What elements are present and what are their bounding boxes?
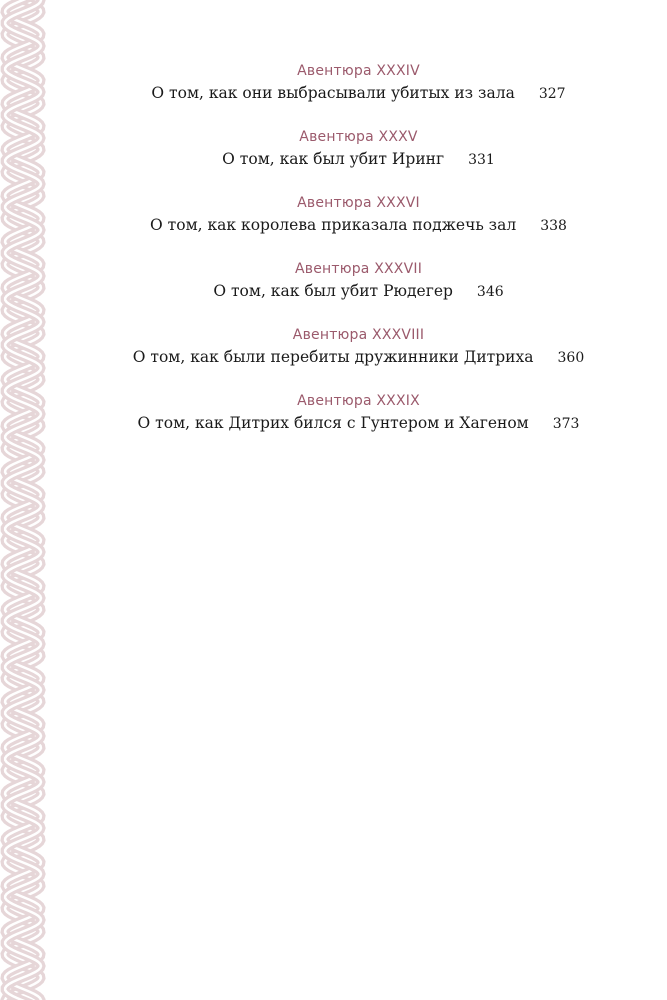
chapter-heading: Авентюра XXXVI bbox=[297, 195, 420, 211]
chapter-heading: Авентюра XXXVII bbox=[294, 261, 423, 277]
celtic-knot-border bbox=[0, 0, 50, 1000]
chapter-title: О том, как были перебиты дружинники Дитриха bbox=[132, 348, 534, 366]
toc-entry bbox=[50, 60, 667, 105]
toc-entry bbox=[50, 390, 667, 435]
chapter-title: О том, как был убит Рюдегер bbox=[213, 282, 453, 300]
page-number: 360 bbox=[557, 350, 585, 366]
toc-entry bbox=[50, 324, 667, 369]
knot-ornament bbox=[0, 0, 50, 1000]
chapter-line bbox=[50, 346, 667, 369]
toc-entry bbox=[50, 126, 667, 171]
chapter-heading: Авентюра XXXVIII bbox=[292, 327, 425, 343]
chapter-title: О том, как они выбрасывали убитых из зала bbox=[151, 84, 515, 102]
chapter-line bbox=[50, 148, 667, 171]
page-number: 338 bbox=[540, 218, 567, 234]
chapter-line bbox=[50, 214, 667, 237]
chapter-heading: Авентюра XXXV bbox=[299, 129, 418, 145]
chapter-heading: Авентюра XXXIX bbox=[297, 393, 420, 409]
toc-entry bbox=[50, 192, 667, 237]
page-number: 331 bbox=[468, 152, 495, 168]
toc-entry bbox=[50, 258, 667, 303]
chapter-line bbox=[50, 280, 667, 303]
page-number: 327 bbox=[538, 86, 566, 102]
chapter-title: О том, как королева приказала поджечь зал bbox=[150, 216, 517, 234]
table-of-contents bbox=[50, 60, 667, 456]
chapter-line bbox=[50, 412, 667, 435]
page-number: 346 bbox=[476, 284, 504, 300]
chapter-line bbox=[50, 82, 667, 105]
page-number: 373 bbox=[552, 416, 580, 432]
chapter-title: О том, как был убит Иринг bbox=[222, 150, 445, 168]
chapter-heading: Авентюра XXXIV bbox=[297, 63, 420, 79]
chapter-title: О том, как Дитрих бился с Гунтером и Хагеном bbox=[137, 414, 529, 432]
